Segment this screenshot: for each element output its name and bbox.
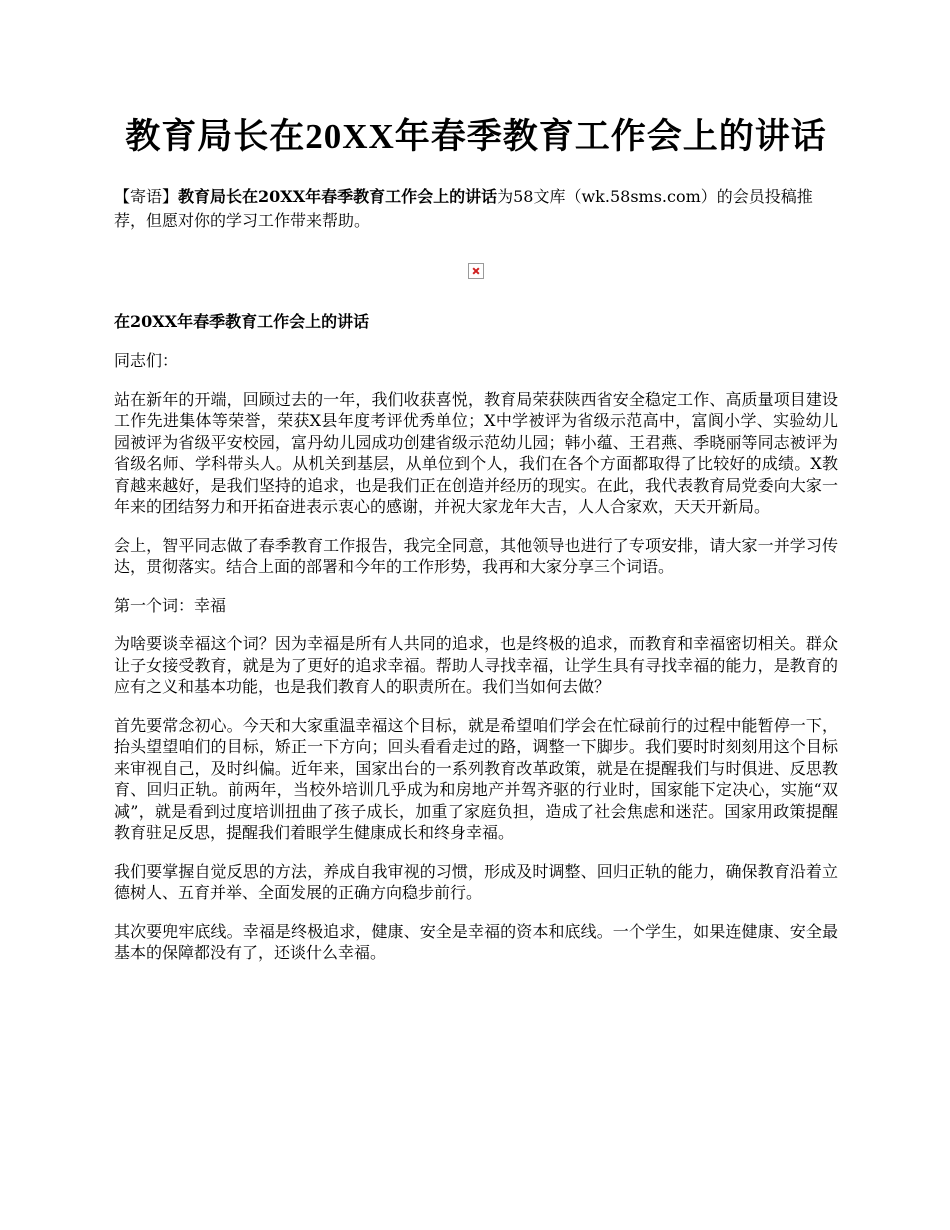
body-paragraph: 其次要兜牢底线。幸福是终极追求，健康、安全是幸福的资本和底线。一个学生，如果连健康、安全最基本的保障都没有了，还谈什么幸福。 xyxy=(114,921,838,962)
subheading-paragraph: 第一个词：幸福 xyxy=(114,595,227,615)
intro-prefix: 【寄语】 xyxy=(114,187,179,206)
document-title: 教育局长在20XX年春季教育工作会上的讲话 xyxy=(125,117,827,156)
body-paragraph: 站在新年的开端，回顾过去的一年，我们收获喜悦，教育局荣获陕西省安全稳定工作、高质量项目建设工作先进集体等荣誉，荣获X县年度考评优秀单位；X中学被评为省级示范高中，富阆小学、实验幼儿园被评为省级平安校园，富丹幼儿园成功创建省级示范幼儿园；韩小蕴、王君燕、季晓丽等同志被评为省级名师、学科带头人。从机关到基层，从单位到个人，我们在各个方面都取得了比较好的成绩。X教育越来越好，是我们坚持的追求，也是我们正在创造并经历的现实。在此，我代表教育局党委向大家一年来的团结努力和开拓奋进表示衷心的感谢，并祝大家龙年大吉，人人合家欢，天天开新局。 xyxy=(114,389,838,516)
body-paragraph: 首先要常念初心。今天和大家重温幸福这个目标，就是希望咱们学会在忙碌前行的过程中能暂停一下，抬头望望咱们的目标，矫正一下方向；回头看看走过的路，调整一下脚步。我们要时时刻刻用这个目标来审视自己，及时纠偏。近年来，国家出台的一系列教育改革政策，就是在提醒我们与时俱进、反思教育、回归正轨。前两年，当校外培训几乎成为和房地产并驾齐驱的行业时，国家能下定决心，实施“双减”，就是看到过度培训扭曲了孩子成长，加重了家庭负担，造成了社会焦虑和迷茫。国家用政策提醒教育驻足反思，提醒我们着眼学生健康成长和终身幸福。 xyxy=(114,715,838,842)
section-heading: 在20XX年春季教育工作会上的讲话 xyxy=(114,312,370,331)
body-paragraph: 为啥要谈幸福这个词？因为幸福是所有人共同的追求，也是终极的追求，而教育和幸福密切相关。群众让子女接受教育，就是为了更好的追求幸福。帮助人寻找幸福，让学生具有寻找幸福的能力，是教育的应有之义和基本功能，也是我们教育人的职责所在。我们当如何去做？ xyxy=(114,634,838,696)
body-paragraph: 会上，智平同志做了春季教育工作报告，我完全同意，其他领导也进行了专项安排，请大家一并学习传达，贯彻落实。结合上面的部署和今年的工作形势，我再和大家分享三个词语。 xyxy=(114,535,838,576)
intro-suffix: 为58文库（wk.58sms.com）的会员投稿推荐，但愿对你的学习工作带来帮助。 xyxy=(114,187,813,230)
intro-bold-title: 教育局长在20XX年春季教育工作会上的讲话 xyxy=(178,187,498,206)
broken-image-icon xyxy=(468,263,484,279)
body-paragraph: 我们要掌握自觉反思的方法，养成自我审视的习惯，形成及时调整、回归正轨的能力，确保教育沿着立德树人、五育并举、全面发展的正确方向稳步前行。 xyxy=(114,861,838,902)
intro-paragraph xyxy=(114,185,838,233)
salutation-paragraph: 同志们： xyxy=(114,351,179,370)
